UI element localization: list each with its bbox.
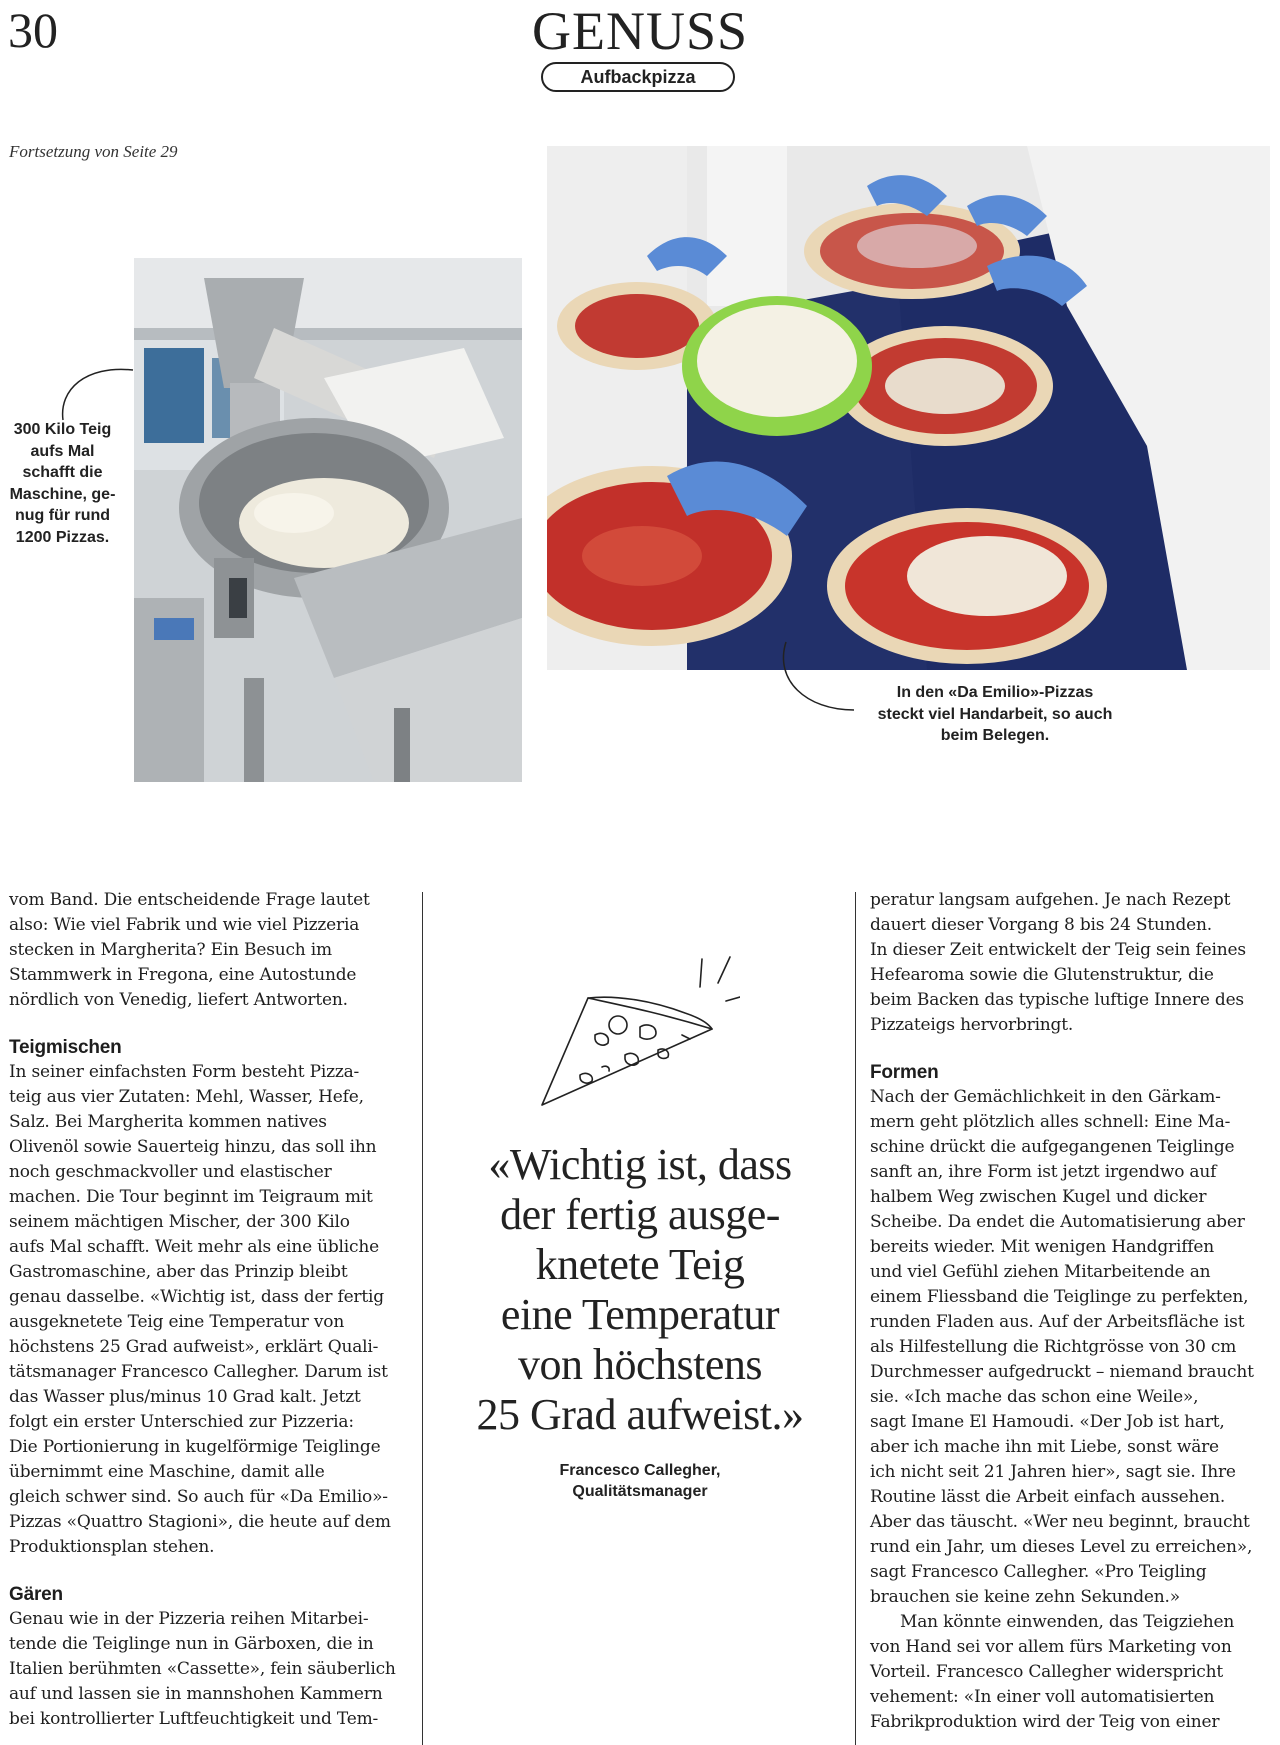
- body-line: Fabrikproduktion wird der Teig von einer: [870, 1712, 1220, 1732]
- body-line: runden Fladen aus. Auf der Arbeitsfläche ist: [870, 1312, 1245, 1332]
- body-line: mern geht plötzlich alles schnell: Eine Ma-: [870, 1112, 1231, 1132]
- body-line: Pizzas «Quattro Stagioni», die heute auf dem: [9, 1512, 391, 1532]
- body-line: Pizzateigs hervorbringt.: [870, 1015, 1074, 1035]
- body-line: tätsmanager Francesco Callegher. Darum ist: [9, 1362, 388, 1382]
- body-line: vom Band. Die entscheidende Frage lautet: [9, 890, 370, 910]
- body-line: Aber das täuscht. «Wer neu beginnt, braucht: [870, 1512, 1250, 1532]
- body-line: und viel Gefühl ziehen Mitarbeitende an: [870, 1262, 1211, 1282]
- body-line: Die Portionierung in kugelförmige Teiglinge: [9, 1437, 381, 1457]
- body-line: seinem mächtigen Mischer, der 300 Kilo: [9, 1212, 350, 1232]
- body-line: dauert dieser Vorgang 8 bis 24 Stunden.: [870, 915, 1212, 935]
- body-line: genau dasselbe. «Wichtig ist, dass der fertig: [9, 1287, 384, 1307]
- body-line: als Hilfestellung die Richtgrösse von 30 cm: [870, 1337, 1237, 1357]
- body-line: stecken in Margherita? Ein Besuch im: [9, 940, 332, 960]
- body-line: Man könnte einwenden, das Teigziehen: [900, 1612, 1235, 1632]
- page-number: 30: [8, 2, 58, 58]
- body-line: Scheibe. Da endet die Automatisierung aber: [870, 1212, 1245, 1232]
- body-line: nördlich von Venedig, liefert Antworten.: [9, 990, 348, 1010]
- body-line: sie. «Ich mache das schon eine Weile»,: [870, 1387, 1199, 1407]
- body-line: brauchen sie keine zehn Sekunden.»: [870, 1587, 1180, 1607]
- body-line: In seiner einfachsten Form besteht Pizza-: [9, 1062, 360, 1082]
- body-line: aufs Mal schafft. Weit mehr als eine übliche: [9, 1237, 379, 1257]
- body-line: teig aus vier Zutaten: Mehl, Wasser, Hefe,: [9, 1087, 364, 1107]
- mixer-photo: [134, 258, 522, 782]
- body-line: Nach der Gemächlichkeit in den Gärkam-: [870, 1087, 1221, 1107]
- body-line: ausgeknetete Teig eine Temperatur von: [9, 1312, 345, 1332]
- section-tag: Aufbackpizza: [541, 62, 735, 92]
- caption-pointer-left: [55, 355, 155, 425]
- article-column-right: [870, 888, 1270, 1735]
- body-line: Genau wie in der Pizzeria reihen Mitarbei-: [9, 1609, 369, 1629]
- body-line: rund ein Jahr, um dieses Level zu erreichen»,: [870, 1537, 1253, 1557]
- body-line: folgt ein erster Unterschied zur Pizzeria:: [9, 1412, 354, 1432]
- body-line: sagt Francesco Callegher. «Pro Teigling: [870, 1562, 1207, 1582]
- body-line: Italien berühmten «Cassette», fein säuberlich: [9, 1659, 396, 1679]
- pull-quote: «Wichtig ist, dass der fertig ausge- knetete Teig eine Temperatur von höchstens 25 Grad aufweist.»: [476, 1140, 804, 1439]
- body-line: von Hand sei vor allem fürs Marketing von: [870, 1637, 1232, 1657]
- body-line: beim Backen das typische luftige Innere des: [870, 990, 1244, 1010]
- body-line: gleich schwer sind. So auch für «Da Emilio»-: [9, 1487, 388, 1507]
- quote-author: Francesco Callegher, Qualitätsmanager: [559, 1462, 721, 1500]
- body-line: Durchmesser aufgedruckt – niemand braucht: [870, 1362, 1254, 1382]
- caption-left: 300 Kilo Teig aufs Mal schafft die Maschine, ge- nug für rund 1200 Pizzas.: [9, 421, 116, 546]
- continued-note: Fortsetzung von Seite 29: [9, 142, 178, 161]
- body-line: schine drückt die aufgegangenen Teiglinge: [870, 1137, 1235, 1157]
- body-line: also: Wie viel Fabrik und wie viel Pizzeria: [9, 915, 360, 935]
- body-line: sagt Imane El Hamoudi. «Der Job ist hart,: [870, 1412, 1225, 1432]
- body-line: Routine lässt die Arbeit einfach aussehen.: [870, 1487, 1226, 1507]
- body-line: Salz. Bei Margherita kommen natives: [9, 1112, 327, 1132]
- body-line: Olivenöl sowie Sauerteig hinzu, das soll ihn: [9, 1137, 377, 1157]
- body-line: ich nicht seit 21 Jahren hier», sagt sie. Ihre: [870, 1462, 1236, 1482]
- body-line: Hefearoma sowie die Glutenstruktur, die: [870, 965, 1214, 985]
- body-line: aber ich mache ihn mit Liebe, sonst wäre: [870, 1437, 1219, 1457]
- body-line: noch geschmackvoller und elastischer: [9, 1162, 332, 1182]
- body-line: einem Fliessband die Teiglinge zu perfekten,: [870, 1287, 1249, 1307]
- body-line: Produktionsplan stehen.: [9, 1537, 215, 1557]
- subheading-teigmischen: Teigmischen: [9, 1037, 122, 1058]
- body-line: vehement: «In einer voll automatisierten: [870, 1687, 1215, 1707]
- pizza-line-photo: [547, 146, 1270, 670]
- body-line: halbem Weg zwischen Kugel und dicker: [870, 1187, 1207, 1207]
- body-line: übernimmt eine Maschine, damit alle: [9, 1462, 325, 1482]
- body-line: auf und lassen sie in mannshohen Kammern: [9, 1684, 383, 1704]
- body-line: Vorteil. Francesco Callegher widerspricht: [870, 1662, 1223, 1682]
- subheading-formen: Formen: [870, 1062, 939, 1083]
- body-line: Stammwerk in Fregona, eine Autostunde: [9, 965, 357, 985]
- body-line: peratur langsam aufgehen. Je nach Rezept: [870, 890, 1231, 910]
- body-line: machen. Die Tour beginnt im Teigraum mit: [9, 1187, 373, 1207]
- column-rule-left: [422, 892, 423, 1745]
- subheading-gaeren: Gären: [9, 1584, 63, 1605]
- body-line: bereits wieder. Mit wenigen Handgriffen: [870, 1237, 1214, 1257]
- body-line: In dieser Zeit entwickelt der Teig sein feines: [870, 940, 1246, 960]
- body-line: tende die Teiglinge nun in Gärboxen, die in: [9, 1634, 374, 1654]
- section-title: GENUSS: [531, 1, 749, 61]
- body-line: sanft an, ihre Form ist jetzt irgendwo auf: [870, 1162, 1217, 1182]
- body-line: Gastromaschine, aber das Prinzip bleibt: [9, 1262, 348, 1282]
- column-rule-right: [855, 892, 856, 1745]
- body-line: höchstens 25 Grad aufweist», erklärt Quali-: [9, 1337, 379, 1357]
- caption-right: In den «Da Emilio»-Pizzas steckt viel Handarbeit, so auch beim Belegen.: [877, 684, 1113, 744]
- article-column-left: [9, 888, 419, 1732]
- body-line: bei kontrollierter Luftfeuchtigkeit und Tem-: [9, 1709, 379, 1729]
- caption-pointer-right: [776, 640, 856, 720]
- body-line: das Wasser plus/minus 10 Grad kalt. Jetzt: [9, 1387, 361, 1407]
- pizza-slice-icon: [540, 955, 740, 1115]
